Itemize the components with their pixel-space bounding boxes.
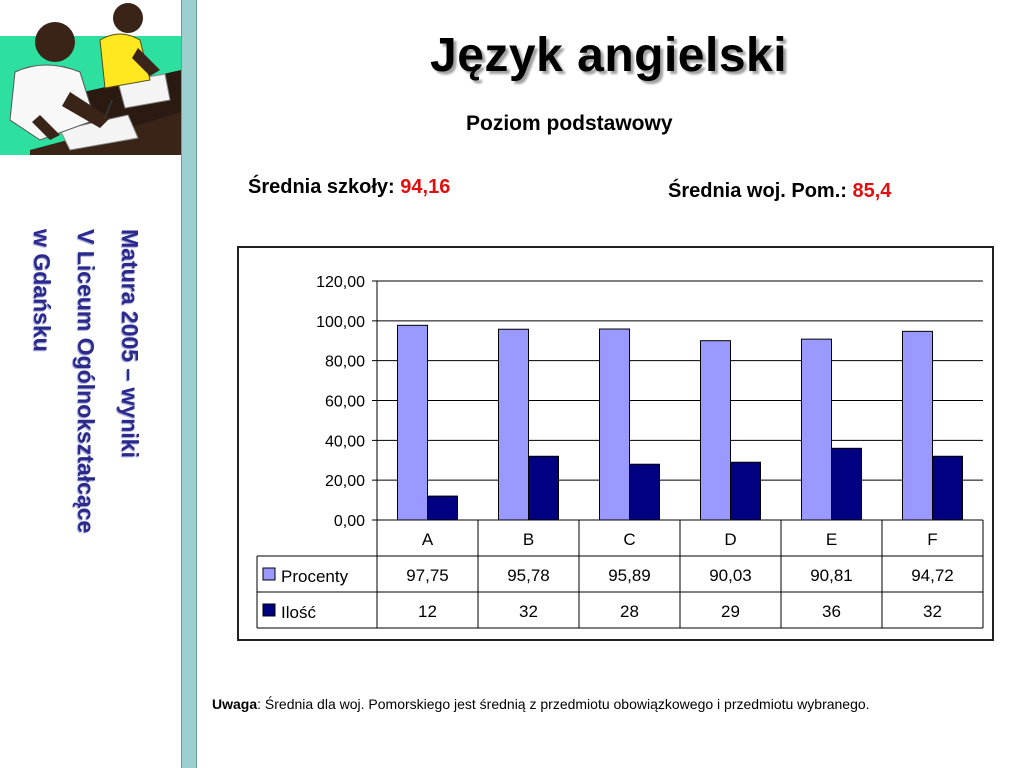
y-tick-label: 80,00: [324, 353, 365, 371]
data-label: 94,72: [911, 566, 954, 585]
data-label: 36: [822, 602, 841, 621]
sidebar-vertical-text: [22, 229, 152, 559]
school-average: [248, 176, 450, 199]
footnote: [212, 696, 870, 712]
y-tick-label: 60,00: [324, 393, 365, 411]
data-label: 97,75: [406, 566, 449, 585]
bar-procenty: [701, 341, 731, 520]
bar-ilość: [933, 456, 963, 520]
sidebar-line-3: w Gdańsku: [29, 229, 55, 352]
data-label: 32: [519, 602, 538, 621]
region-average-value: 85,4: [852, 180, 892, 202]
category-label: A: [421, 530, 434, 549]
category-label: E: [825, 530, 838, 549]
y-tick-label: 20,00: [324, 473, 365, 491]
sidebar-line-1: Matura 2005 – wyniki: [117, 229, 143, 458]
bar-procenty: [802, 339, 832, 520]
y-tick-label: 40,00: [324, 433, 365, 451]
sidebar-strip: [181, 0, 197, 768]
region-average-label: Średnia woj. Pom.:: [668, 180, 847, 202]
bar-procenty: [499, 329, 529, 520]
region-average: [668, 180, 891, 203]
y-tick-label: 100,00: [316, 313, 365, 331]
bar-ilość: [630, 464, 660, 520]
bar-procenty: [903, 331, 933, 520]
school-average-label: Średnia szkoły:: [248, 176, 395, 198]
data-label: 12: [418, 602, 437, 621]
data-label: 29: [721, 602, 740, 621]
category-label: C: [623, 530, 636, 549]
category-label: F: [927, 530, 938, 549]
category-label: B: [522, 530, 535, 549]
bar-ilość: [529, 456, 559, 520]
data-label: 28: [620, 602, 639, 621]
bar-ilość: [731, 462, 761, 520]
bar-ilość: [832, 448, 862, 520]
legend-label: Ilość: [281, 603, 316, 622]
footnote-label: Uwaga: [212, 696, 258, 712]
page-subtitle: Poziom podstawowy: [466, 112, 673, 135]
bar-procenty: [600, 329, 630, 520]
bar-ilość: [428, 496, 458, 520]
page-title: Język angielski: [430, 29, 788, 82]
y-tick-label: 120,00: [316, 274, 365, 291]
sidebar-line-2: V Liceum Ogólnokształcące: [73, 229, 99, 534]
data-label: 32: [923, 602, 942, 621]
legend-label: Procenty: [281, 567, 349, 586]
chart-frame: [237, 246, 994, 641]
bar-chart: [239, 248, 992, 639]
y-tick-label: 0,00: [333, 513, 365, 530]
data-label: 95,89: [608, 566, 651, 585]
students-clipart: [0, 0, 181, 155]
data-label: 90,03: [709, 566, 752, 585]
data-label: 95,78: [507, 566, 550, 585]
footnote-text: : Średnia dla woj. Pomorskiego jest średnią z przedmiotu obowiązkowego i przedmiotu wybranego.: [257, 696, 870, 712]
bar-procenty: [398, 325, 428, 520]
school-average-value: 94,16: [400, 176, 451, 198]
data-label: 90,81: [810, 566, 853, 585]
legend-swatch-ilość: [263, 604, 275, 616]
category-label: D: [724, 530, 737, 549]
legend-swatch-procenty: [263, 568, 275, 580]
